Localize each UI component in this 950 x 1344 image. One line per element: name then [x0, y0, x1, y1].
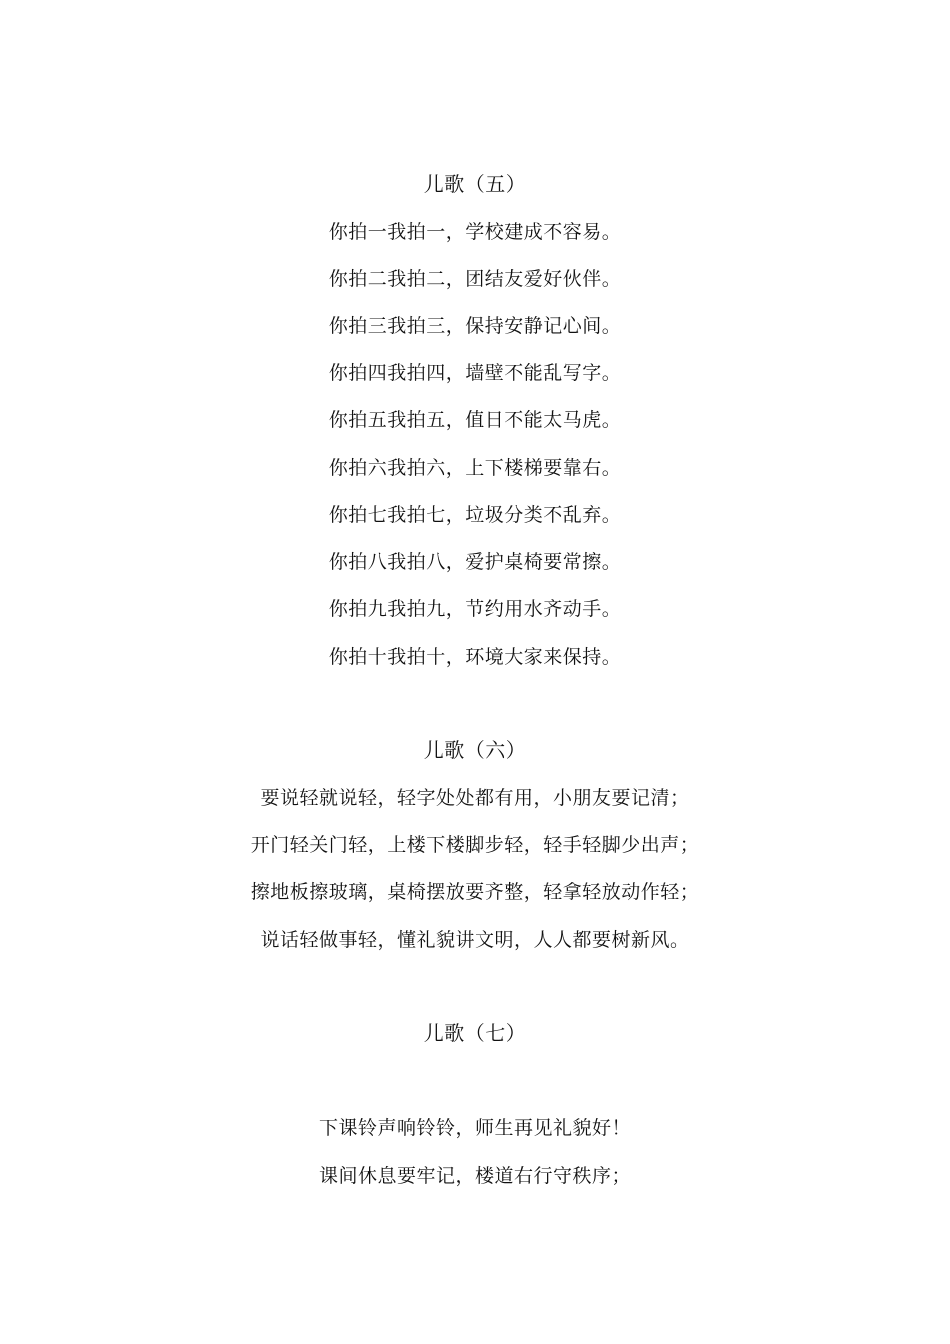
verse-line: 你拍十我拍十，环境大家来保持。 — [328, 646, 622, 668]
section-title: 儿歌（六） — [423, 738, 527, 762]
verse-line: 擦地板擦玻璃，桌椅摆放要齐整，轻拿轻放动作轻； — [250, 881, 700, 903]
verse-line: 课间休息要牢记，楼道右行守秩序； — [318, 1165, 631, 1187]
verse-line: 你拍九我拍九，节约用水齐动手。 — [328, 598, 622, 620]
verse-line: 说话轻做事轻，懂礼貌讲文明，人人都要树新风。 — [260, 929, 690, 951]
verse-line: 你拍七我拍七，垃圾分类不乱弃。 — [328, 504, 622, 526]
section-title: 儿歌（七） — [423, 1021, 527, 1045]
verse-line: 你拍四我拍四，墙壁不能乱写字。 — [328, 362, 622, 384]
verse-line: 你拍三我拍三，保持安静记心间。 — [328, 315, 622, 337]
verse-line: 要说轻就说轻，轻字处处都有用，小朋友要记清； — [260, 787, 690, 809]
verse-line: 你拍一我拍一，学校建成不容易。 — [328, 221, 622, 243]
verse-line: 你拍六我拍六，上下楼梯要靠右。 — [328, 457, 622, 479]
section-title: 儿歌（五） — [423, 172, 527, 196]
verse-line: 你拍五我拍五，值日不能太马虎。 — [328, 409, 622, 431]
verse-line: 你拍二我拍二，团结友爱好伙伴。 — [328, 268, 622, 290]
verse-line: 你拍八我拍八，爱护桌椅要常擦。 — [328, 551, 622, 573]
verse-line: 下课铃声响铃铃，师生再见礼貌好！ — [318, 1117, 631, 1139]
verse-line: 开门轻关门轻，上楼下楼脚步轻，轻手轻脚少出声； — [250, 834, 700, 856]
